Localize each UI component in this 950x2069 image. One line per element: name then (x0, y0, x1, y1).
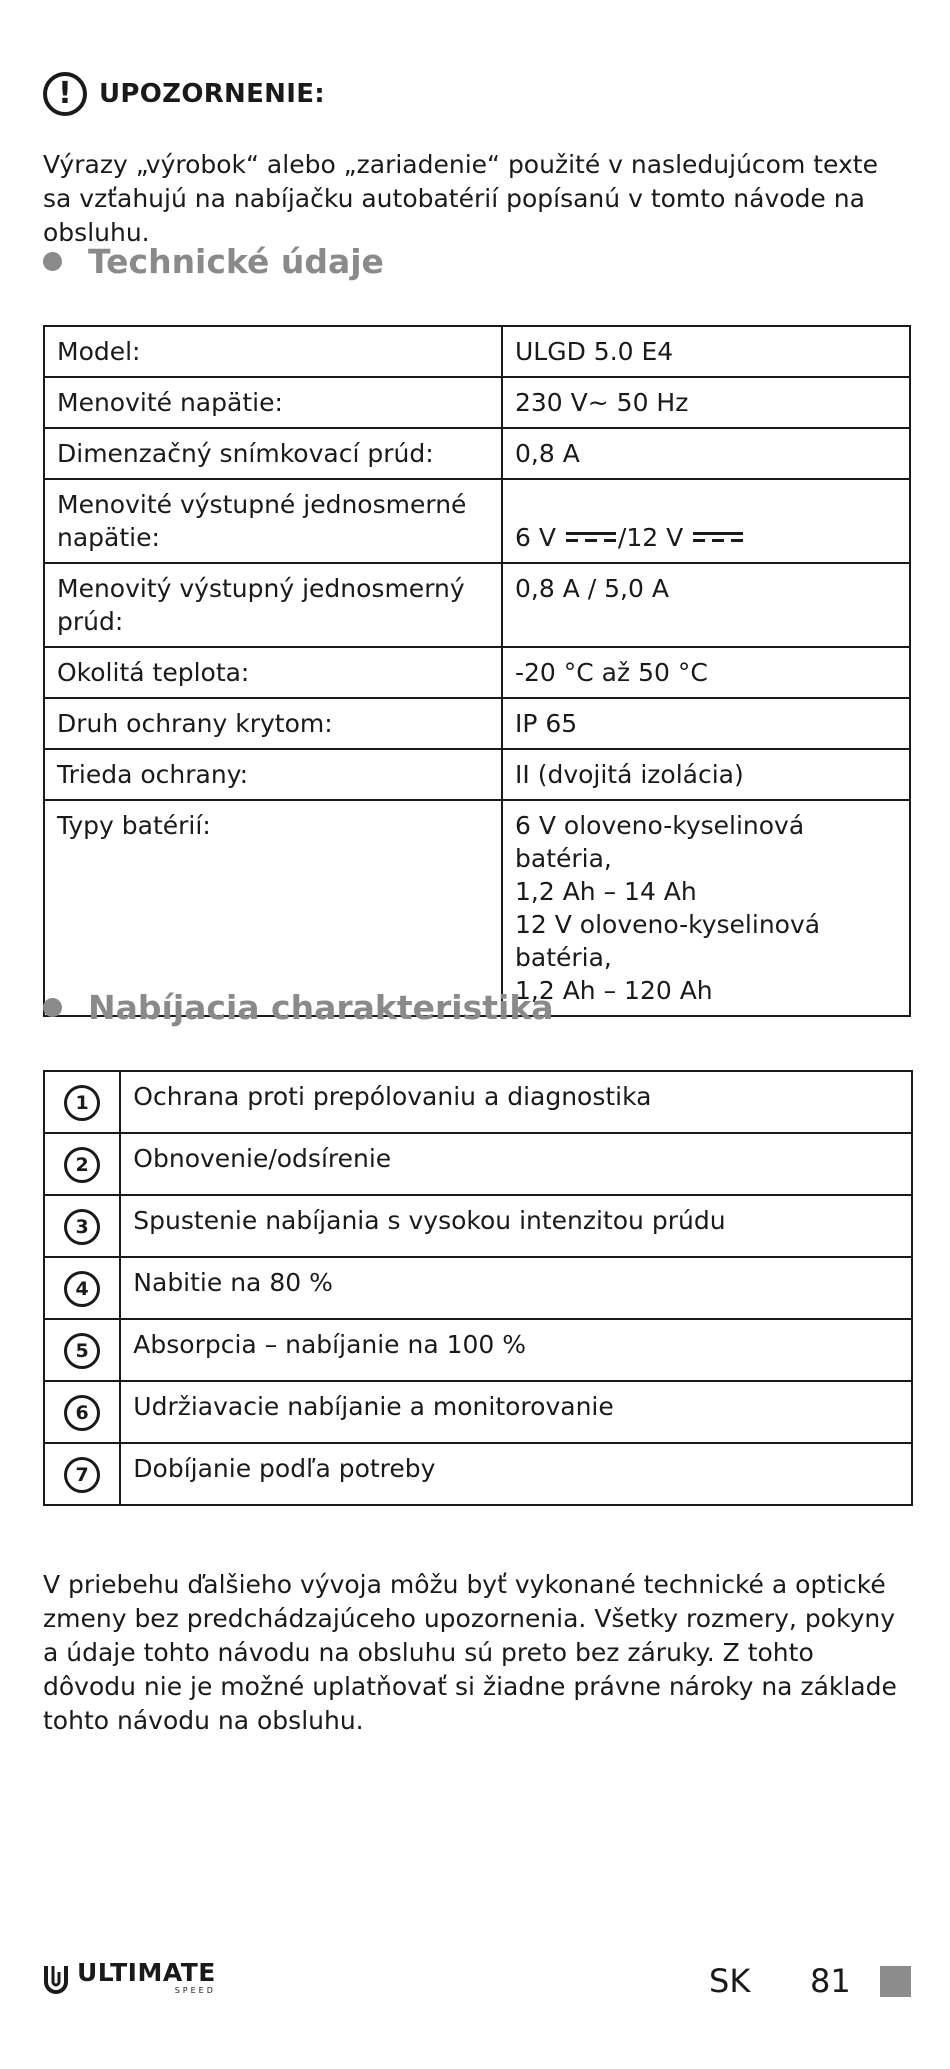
step-number-badge: 3 (64, 1209, 100, 1245)
voltage-12v: /12 V (617, 523, 684, 552)
step-number-badge: 1 (64, 1085, 100, 1121)
tech-section-heading (43, 242, 384, 281)
charging-section-heading (43, 988, 554, 1027)
spec-value (502, 479, 910, 563)
step-text: Spustenie nabíjania s vysokou intenzitou prúdu (120, 1195, 912, 1257)
dc-symbol-icon (693, 530, 743, 544)
spec-label: Menovitý výstupný jednosmerný prúd: (44, 563, 502, 647)
voltage-6v: 6 V (515, 523, 556, 552)
disclaimer-text: V priebehu ďalšieho vývoja môžu byť vykonané technické a optické zmeny bez predchádzajúceho upozornenia. Všetky rozmery, pokyny a údaje tohto návodu na obsluhu sú preto bez záruky. Z tohto dôvodu nie je možné uplatňovať si žiadne právne nároky na základe tohto návodu na obsluhu. (43, 1570, 897, 1735)
table-row (44, 1319, 912, 1381)
table-row (44, 1133, 912, 1195)
step-number-badge: 2 (64, 1147, 100, 1183)
spec-value: 0,8 A / 5,0 A (502, 563, 910, 647)
step-text: Absorpcia – nabíjanie na 100 % (120, 1319, 912, 1381)
page-marker-square (880, 1966, 911, 1997)
battery-type-line: 1,2 Ah – 14 Ah (515, 877, 697, 906)
bullet-icon (43, 998, 62, 1017)
spec-label: Menovité napätie: (44, 377, 502, 428)
battery-type-line: 6 V oloveno-kyselinová batéria, (515, 811, 805, 873)
step-number-badge: 6 (64, 1395, 100, 1431)
step-text: Nabitie na 80 % (120, 1257, 912, 1319)
spec-value: -20 °C až 50 °C (502, 647, 910, 698)
step-text: Udržiavacie nabíjanie a monitorovanie (120, 1381, 912, 1443)
step-number-badge: 4 (64, 1271, 100, 1307)
spec-label: Druh ochrany krytom: (44, 698, 502, 749)
table-row (44, 800, 910, 1016)
spec-value: 0,8 A (502, 428, 910, 479)
table-row (44, 749, 910, 800)
table-row (44, 377, 910, 428)
table-row (44, 1381, 912, 1443)
page-number: 81 (810, 1962, 851, 2000)
table-row (44, 428, 910, 479)
ultimate-speed-logo-icon (43, 1962, 69, 1994)
spec-value (502, 800, 910, 1016)
step-number-badge: 5 (64, 1333, 100, 1369)
table-row (44, 698, 910, 749)
bullet-icon (43, 252, 62, 271)
notice-title: UPOZORNENIE: (99, 79, 325, 109)
step-text: Ochrana proti prepólovaniu a diagnostika (120, 1071, 912, 1133)
logo-wordmark: ULTIMATE (77, 1958, 216, 1987)
brand-logo (43, 1960, 216, 1995)
spec-label: Okolitá teplota: (44, 647, 502, 698)
spec-label: Trieda ochrany: (44, 749, 502, 800)
table-row (44, 479, 910, 563)
table-row (44, 1071, 912, 1133)
dc-symbol-icon (566, 530, 616, 544)
spec-label: Dimenzačný snímkovací prúd: (44, 428, 502, 479)
language-code: SK (709, 1962, 751, 2000)
table-row (44, 1443, 912, 1505)
logo-subtitle: SPEED (174, 1986, 216, 1995)
battery-type-line: 12 V oloveno-kyselinová batéria, (515, 910, 821, 972)
step-text: Obnovenie/odsírenie (120, 1133, 912, 1195)
spec-label: Model: (44, 326, 502, 377)
step-text: Dobíjanie podľa potreby (120, 1443, 912, 1505)
battery-type-line: 1,2 Ah – 120 Ah (515, 976, 713, 1005)
spec-value: 230 V~ 50 Hz (502, 377, 910, 428)
table-row (44, 563, 910, 647)
table-row (44, 1257, 912, 1319)
table-row (44, 326, 910, 377)
notice-header (43, 72, 325, 116)
charging-steps-table (43, 1070, 913, 1506)
table-row (44, 1195, 912, 1257)
spec-value: II (dvojitá izolácia) (502, 749, 910, 800)
tech-specs-table (43, 325, 911, 1017)
spec-label: Menovité výstupné jednosmerné napätie: (44, 479, 502, 563)
exclamation-circle-icon: ! (43, 72, 87, 116)
spec-label: Typy batérií: (44, 800, 502, 1016)
tech-section-title: Technické údaje (88, 242, 384, 281)
step-number-badge: 7 (64, 1457, 100, 1493)
charging-section-title: Nabíjacia charakteristika (88, 988, 554, 1027)
spec-value: IP 65 (502, 698, 910, 749)
table-row (44, 647, 910, 698)
notice-text: Výrazy „výrobok“ alebo „zariadenie“ použité v nasledujúcom texte sa vzťahujú na nabíjačku autobatérií popísanú v tomto návode na obsluhu. (43, 150, 878, 247)
spec-value: ULGD 5.0 E4 (502, 326, 910, 377)
